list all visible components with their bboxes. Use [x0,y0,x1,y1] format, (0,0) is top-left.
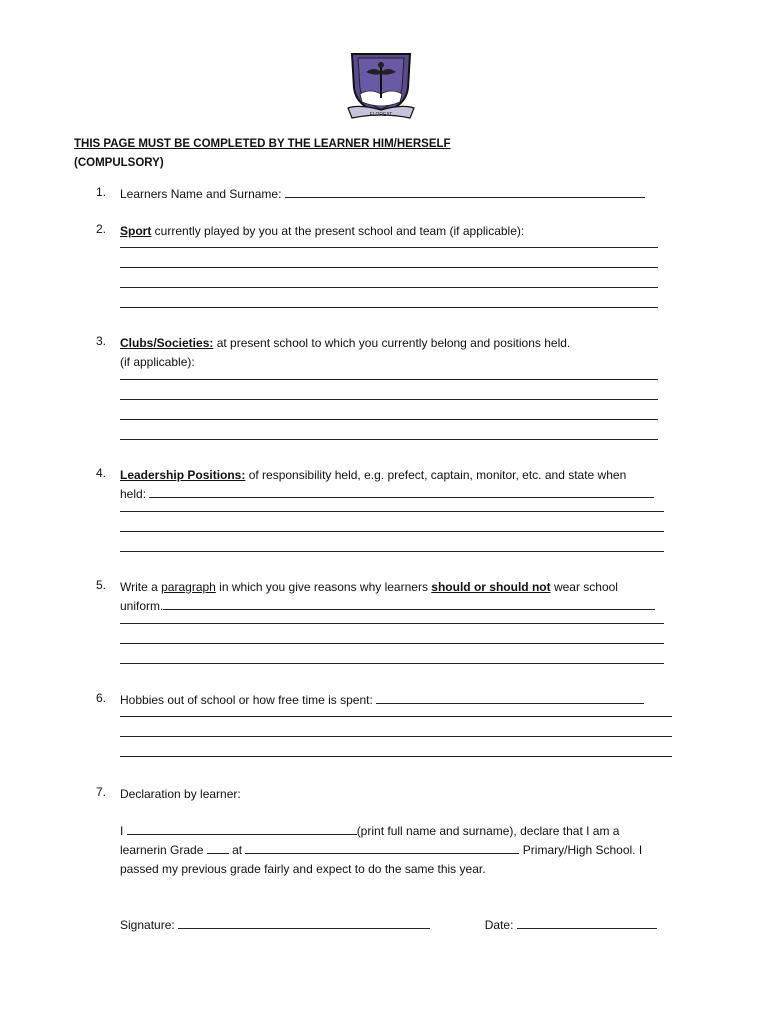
answer-line[interactable] [120,266,658,268]
answer-line[interactable] [120,550,664,552]
answer-line[interactable] [120,306,658,308]
declaration-label: Declaration by learner: [120,787,241,801]
signature-field[interactable] [178,918,430,929]
leadership-field[interactable] [149,487,654,498]
question-number: 5. [96,578,107,592]
paragraph-word: paragraph [161,580,216,594]
signature-label: Signature: [120,918,175,932]
question-number: 2. [96,222,107,236]
answer-line[interactable] [120,715,672,717]
question-number: 6. [96,691,107,705]
answer-line[interactable] [120,510,664,512]
answer-line[interactable] [120,622,664,624]
crest-banner-text: FLOREAT [369,112,393,118]
question-number: 7. [96,785,107,799]
answer-line[interactable] [120,286,658,288]
clubs-line2: (if applicable): [120,355,195,369]
hobbies-label: Hobbies out of school or how free time is spent: [120,693,373,707]
paragraph-text-mid: in which you give reasons why learners [215,580,432,594]
name-label: Learners Name and Surname: [120,187,282,201]
leadership-line2: held: [120,487,147,501]
answer-line[interactable] [120,642,664,644]
paragraph-text-post: wear school [550,580,618,594]
header-line-2: (COMPULSORY) [74,157,164,169]
answer-line[interactable] [120,755,672,757]
answer-line[interactable] [120,418,658,420]
hobbies-field[interactable] [376,693,644,704]
school-name-field[interactable] [245,843,519,854]
answer-line[interactable] [120,530,664,532]
paragraph-text-pre: Write a [120,580,162,594]
name-surname-field[interactable] [285,187,645,198]
answer-line[interactable] [120,662,664,664]
form-header [74,135,451,173]
question-number: 4. [96,466,107,480]
answer-line[interactable] [120,246,658,248]
clubs-label: Clubs/Societies: [120,336,214,350]
school-crest-logo [340,48,422,124]
declaration-grade-label: learnerin Grade [120,843,204,857]
answer-line[interactable] [120,398,658,400]
question-number: 3. [96,334,107,348]
date-field[interactable] [517,918,657,929]
clubs-text: at present school to which you currently belong and positions held. [213,336,571,350]
hobbies-answer-lines[interactable] [120,715,672,775]
uniform-field[interactable] [163,599,655,610]
clubs-answer-lines[interactable] [120,378,658,458]
declaration-text-1: (print full name and surname), declare that I am a [356,824,620,838]
declaration-i: I [120,824,124,838]
declaration-text-2: Primary/High School. I [522,843,643,857]
header-line-1: THIS PAGE MUST BE COMPLETED BY THE LEARNER HIM/HERSELF [74,138,451,150]
sport-text: currently played by you at the present school and team (if applicable): [151,224,525,238]
leadership-label: Leadership Positions: [120,468,246,482]
declaration-at: at [232,843,243,857]
question-number: 1. [96,185,107,199]
grade-field[interactable] [207,843,229,854]
uniform-answer-lines[interactable] [120,622,664,682]
answer-line[interactable] [120,438,658,440]
answer-line[interactable] [120,735,672,737]
uniform-word: uniform. [120,599,164,613]
sport-label: Sport [120,224,152,238]
leadership-text: of responsibility held, e.g. prefect, captain, monitor, etc. and state when [245,468,627,482]
date-label: Date: [484,918,514,932]
sport-answer-lines[interactable] [120,246,658,326]
leadership-answer-lines[interactable] [120,510,664,570]
full-name-field[interactable] [127,824,357,835]
declaration-text-3: passed my previous grade fairly and expect to do the same this year. [120,862,486,876]
answer-line[interactable] [120,378,658,380]
should-or-should-not: should or should not [431,580,551,594]
